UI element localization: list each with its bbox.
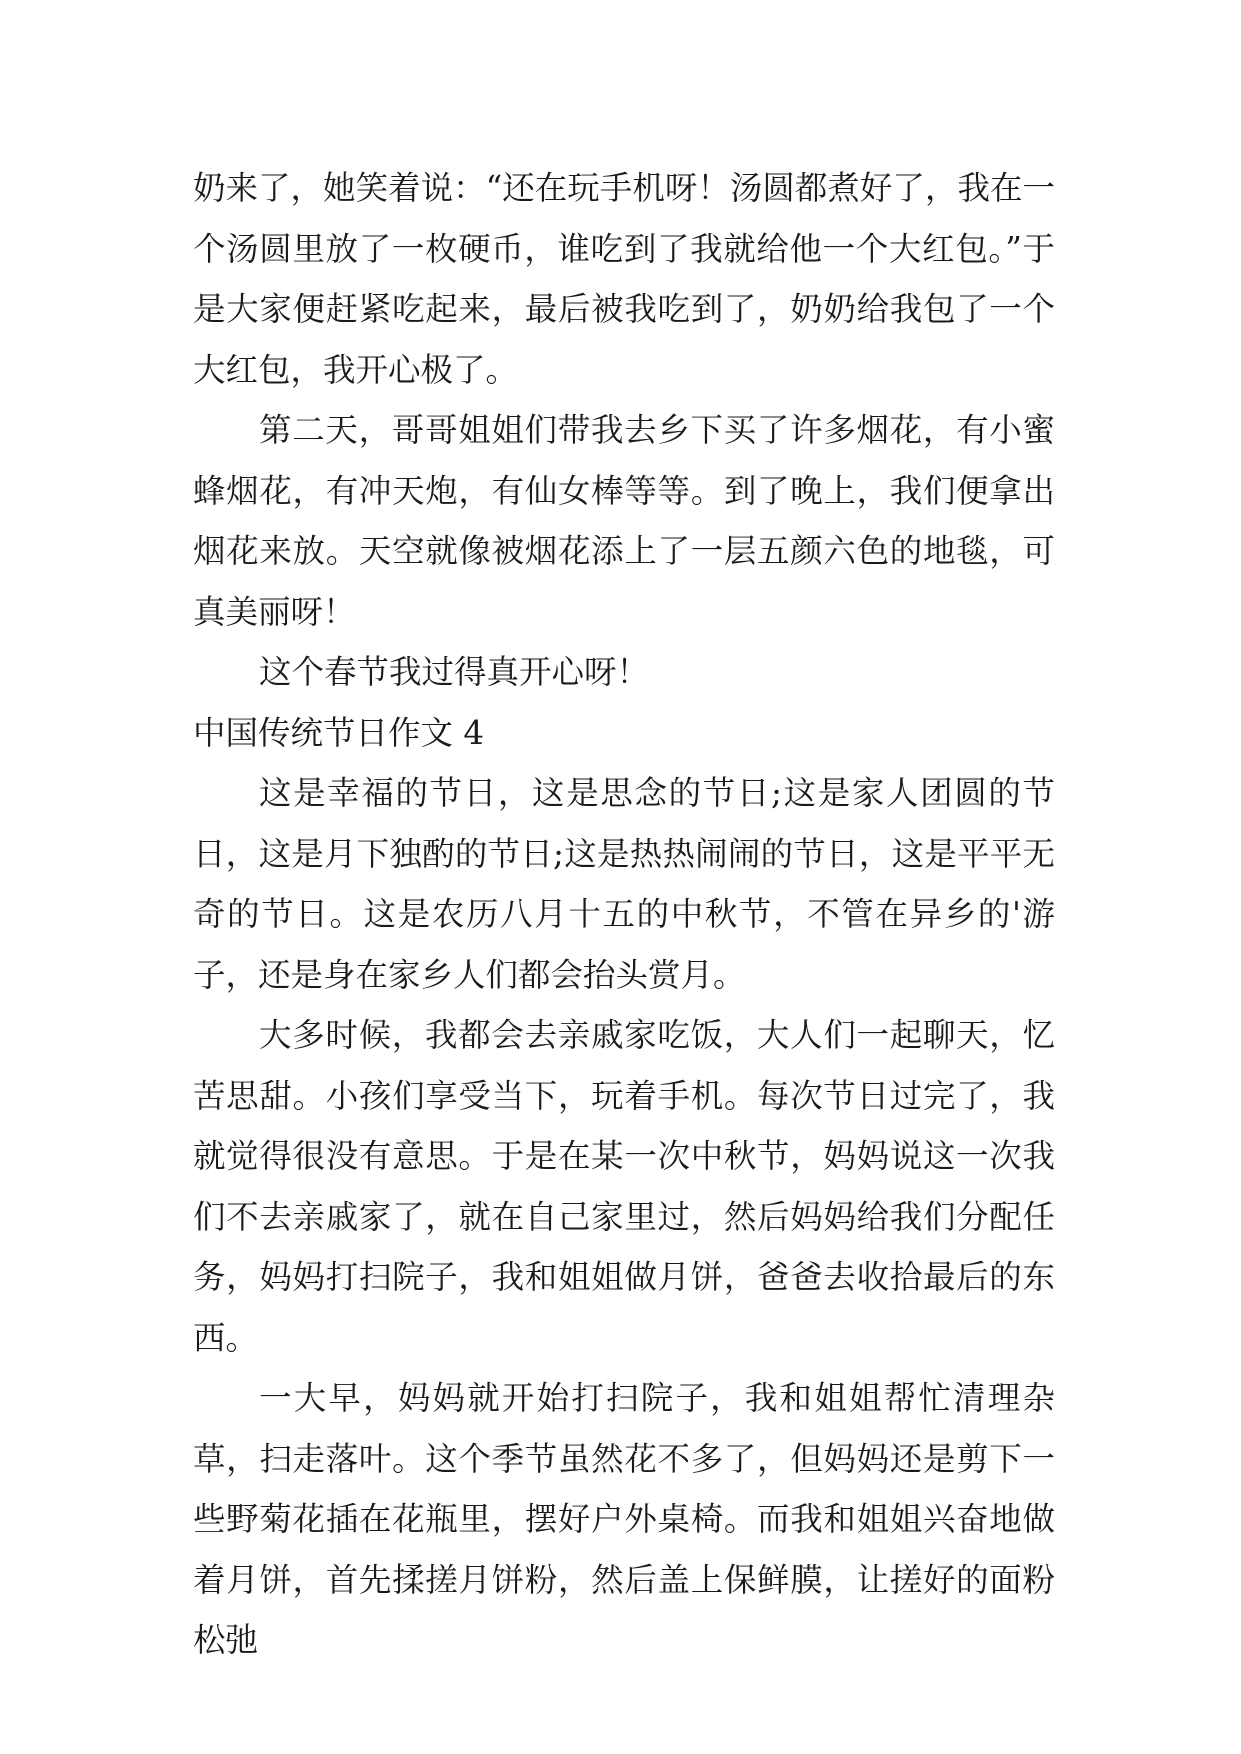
paragraph-mid-autumn-intro: 这是幸福的节日，这是思念的节日;这是家人团圆的节日，这是月下独酌的节日;这是热热闹闹的节日，这是平平无奇的节日。这是农历八月十五的中秋节，不管在异乡的'游子，还是身在家乡人们都会抬头赏月。: [193, 774, 1055, 994]
paragraph-story-continuation: 奶来了，她笑着说：“还在玩手机呀！汤圆都煮好了，我在一个汤圆里放了一枚硬币，谁吃到了我就给他一个大红包。”于是大家便赶紧吃起来，最后被我吃到了，奶奶给我包了一个大红包，我开心极了。: [193, 169, 1055, 389]
paragraph-family-plan: 大多时候，我都会去亲戚家吃饭，大人们一起聊天，忆苦思甜。小孩们享受当下，玩着手机。每次节日过完了，我就觉得很没有意思。于是在某一次中秋节，妈妈说这一次我们不去亲戚家了，就在自己家里过，然后妈妈给我们分配任务，妈妈打扫院子，我和姐姐做月饼，爸爸去收拾最后的东西。: [193, 1016, 1055, 1357]
paragraph-spring-festival-closing: 这个春节我过得真开心呀！: [259, 653, 650, 691]
paragraph-morning-preparation: 一大早，妈妈就开始打扫院子，我和姐姐帮忙清理杂草，扫走落叶。这个季节虽然花不多了，但妈妈还是剪下一些野菊花插在花瓶里，摆好户外桌椅。而我和姐姐兴奋地做着月饼，首先揉搓月饼粉，然后盖上保鲜膜，让搓好的面粉松弛: [193, 1379, 1055, 1659]
document-page: [193, 158, 1055, 1671]
section-heading: 中国传统节日作文 4: [193, 713, 485, 752]
paragraph-fireworks: 第二天，哥哥姐姐们带我去乡下买了许多烟花，有小蜜蜂烟花，有冲天炮，有仙女棒等等。到了晚上，我们便拿出烟花来放。天空就像被烟花添上了一层五颜六色的地毯，可真美丽呀！: [193, 411, 1055, 631]
